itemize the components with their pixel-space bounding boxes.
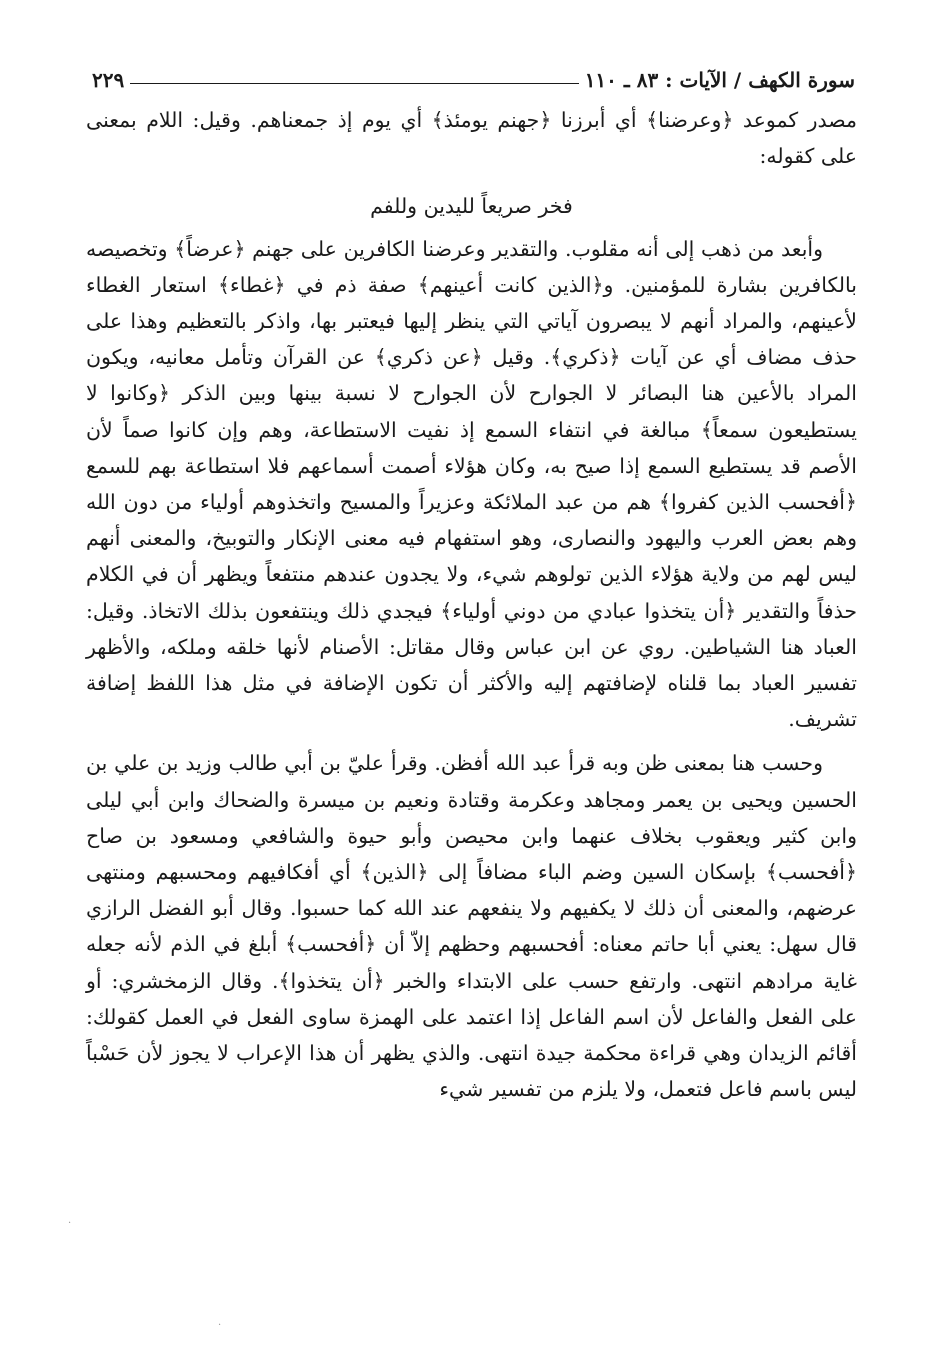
paragraph: مصدر كموعد ﴿وعرضنا﴾ أي أبرزنا ﴿جهنم يومئذ﴾ أي يوم إذ جمعناهم. وقيل: اللام بمعنى على كقوله: [86, 108, 857, 169]
page-number: ٢٢٩ [92, 68, 125, 92]
poetry-verse: فخر صريعاً لليدين وللفم [370, 194, 573, 219]
commentary-text [86, 102, 857, 1107]
scan-speck: · [218, 1320, 222, 1331]
header-rule [130, 83, 578, 84]
running-header [92, 62, 855, 92]
paragraph: وحسب هنا بمعنى ظن وبه قرأ عبد الله أفظن. وقرأ عليّ بن أبي طالب وزيد بن علي بن الحسين ويحيى بن يعمر ومجاهد وعكرمة وقتادة ونعيم بن ميسرة والضحاك وابن أبي ليلى وابن كثير ويعقوب بخلاف عنهما وابن محيصن وأبو حيوة والشافعي ومسعود بن صاح ﴿أفحسب﴾ بإسكان السين وضم الباء مضافاً إلى ﴿الذين﴾ أي أفكافيهم ومحسبهم ومنتهى عرضهم، والمعنى أن ذلك لا يكفيهم ولا ينفعهم عند الله كما حسبوا. وقال أبو الفضل الرازي قال سهل: يعني أبا حاتم معناه: أفحسبهم وحظهم إلاّ أن ﴿أفحسب﴾ أبلغ في الذم لأنه جعله غاية مرادهم انتهى. وارتفع حسب على الابتداء والخبر ﴿أن يتخذوا﴾. وقال الزمخشري: أو على الفعل والفاعل لأن اسم الفاعل إذا اعتمد على الهمزة ساوى الفعل في العمل كقولك: أقائم الزيدان وهي قراءة محكمة جيدة انتهى. والذي يظهر أن هذا الإعراب لا يجوز لأن حَسْباً ليس باسم فاعل فتعمل، ولا يلزم من تفسير شيء [86, 751, 857, 1102]
scan-speck: · [68, 1218, 72, 1229]
paragraph: وأبعد من ذهب إلى أنه مقلوب. والتقدير وعرضنا الكافرين على جهنم ﴿عرضاً﴾ وتخصيصه بالكافرين بشارة للمؤمنين. و﴿الذين كانت أعينهم﴾ صفة ذم في ﴿غطاء﴾ استعار الغطاء لأعينهم، والمراد أنهم لا يبصرون آياتي التي ينظر إليها فيعتبر بها، واذكر بالتعظيم وهذا على حذف مضاف أي عن آيات ﴿ذكري﴾. وقيل ﴿عن ذكري﴾ عن القرآن وتأمل معانيه، ويكون المراد بالأعين هنا البصائر لا الجوارح لأن الجوارح لا نسبة بينها وبين الذكر ﴿وكانوا لا يستطيعون سمعاً﴾ مبالغة في انتفاء السمع إذ نفيت الاستطاعة، وهم وإن كانوا صماً لأن الأصم قد يستطيع السمع إذا صيح به، وكان هؤلاء أصمت أسماعهم فلا استطاعة بهم للسمع ﴿أفحسب الذين كفروا﴾ هم من عبد الملائكة وعزيراً والمسيح واتخذوهم أولياء من دون الله وهم بعض العرب واليهود والنصارى، وهو استفهام فيه معنى الإنكار والتوبيخ، والمعنى أنهم ليس لهم من ولاية هؤلاء الذين تولوهم شيء، ولا يجدون عندهم منتفعاً ويظهر أن في الكلام حذفاً والتقدير ﴿أن يتخذوا عبادي من دوني أولياء﴾ فيجدي ذلك وينتفعون بذلك الاتخاذ. وقيل: العباد هنا الشياطين. روي عن ابن عباس وقال مقاتل: الأصنام لأنها خلقه وملكه، والأظهر تفسير العباد بما قلناه لإضافتهم إليه والأكثر أن تكون الإضافة في مثل هذا اللفظ إضافة تشريف. [86, 236, 857, 732]
running-title: سورة الكهف / الآيات : ٨٣ ـ ١١٠ [584, 68, 855, 92]
